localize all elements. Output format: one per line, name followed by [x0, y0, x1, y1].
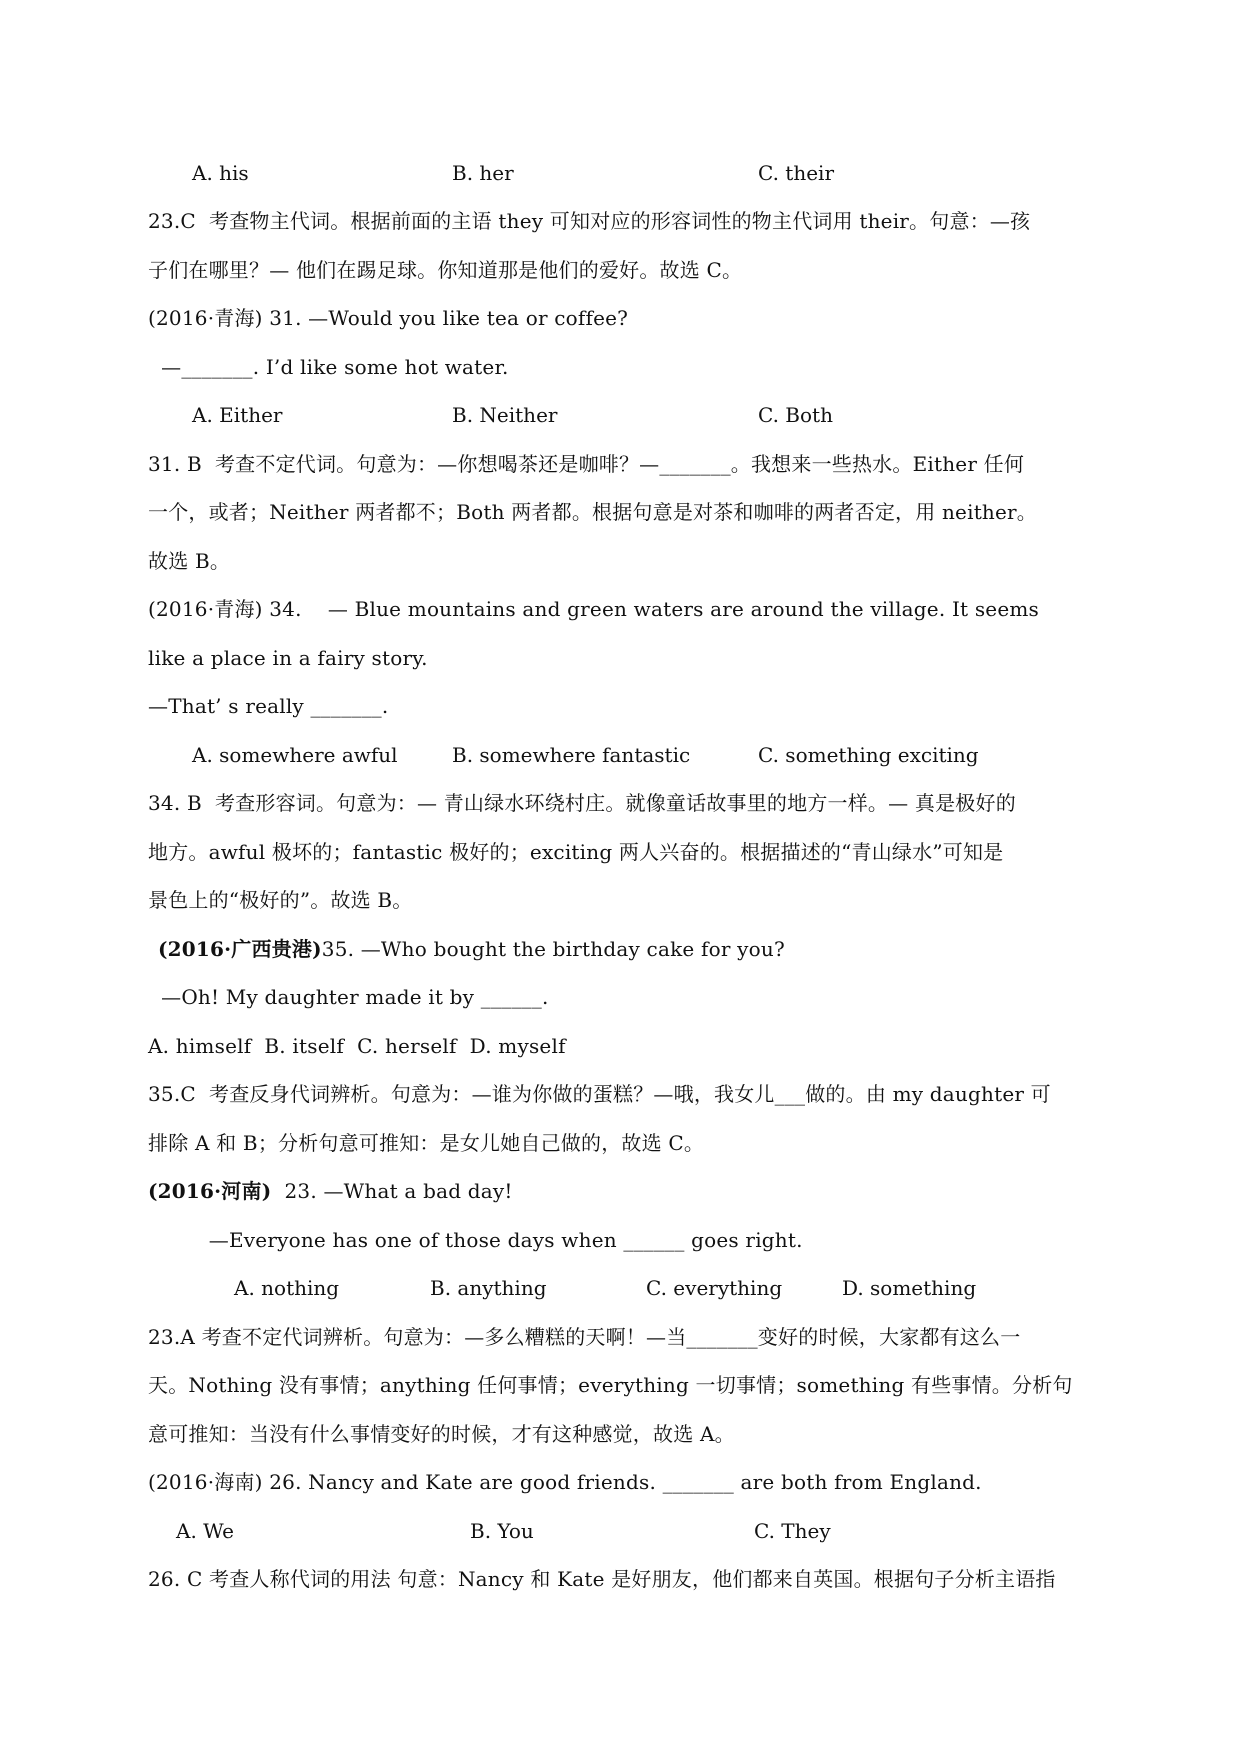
- option-b: B. her: [452, 161, 514, 185]
- option-c: C. something exciting: [758, 743, 979, 767]
- answer-explanation-line: 天。Nothing 没有事情；anything 任何事情；everything 一切事情；something 有些事情。分析句: [148, 1373, 1073, 1397]
- option-b: B. somewhere fantastic: [452, 743, 691, 767]
- question-line: (2016·海南) 26. Nancy and Kate are good friends. _______ are both from England.: [148, 1470, 982, 1494]
- question-line: [148, 1176, 513, 1206]
- answer-explanation-line: 23.A 考查不定代词辨析。句意为：—多么糟糕的天啊！—当_______变好的时候，大家都有这么一: [148, 1325, 1021, 1349]
- option-c: C. everything: [646, 1276, 783, 1300]
- answer-explanation-line: 35.C 考查反身代词辨析。句意为：—谁为你做的蛋糕？—哦，我女儿___做的。由 my daughter 可: [148, 1082, 1051, 1106]
- answer-explanation-line: 地方。awful 极坏的；fantastic 极好的；exciting 两人兴奋的。根据描述的“青山绿水”可知是: [148, 840, 1004, 864]
- option-a: A. his: [192, 161, 249, 185]
- answer-explanation-line: 景色上的“极好的”。故选 B。: [148, 888, 413, 912]
- answer-explanation-line: 31. B 考查不定代词。句意为：—你想喝茶还是咖啡？—_______。我想来一些热水。Either 任何: [148, 452, 1025, 476]
- question-text: 23. —What a bad day!: [271, 1179, 513, 1203]
- option-a: A. We: [176, 1519, 234, 1543]
- question-line: —That’ s really _______.: [148, 694, 389, 718]
- option-b: B. Neither: [452, 403, 558, 427]
- question-source: (2016·广西贵港): [158, 937, 322, 961]
- option-b: B. You: [470, 1519, 534, 1543]
- question-line: —_______. I’d like some hot water.: [148, 355, 509, 379]
- question-text: 35. —Who bought the birthday cake for you?: [321, 937, 785, 961]
- answer-explanation-line: 一个，或者；Neither 两者都不；Both 两者都。根据句意是对茶和咖啡的两者否定，用 neither。: [148, 500, 1038, 524]
- question-line: —Oh! My daughter made it by ______.: [148, 985, 549, 1009]
- answer-explanation-line: 意可推知：当没有什么事情变好的时候，才有这种感觉，故选 A。: [148, 1422, 735, 1446]
- question-source: (2016·河南): [148, 1179, 272, 1203]
- answer-explanation-line: 排除 A 和 B；分析句意可推知：是女儿她自己做的，故选 C。: [148, 1131, 705, 1155]
- option-a: A. somewhere awful: [192, 743, 398, 767]
- answer-explanation-line: 故选 B。: [148, 549, 231, 573]
- option-a: A. Either: [192, 403, 283, 427]
- answer-explanation-line: 子们在哪里？— 他们在踢足球。你知道那是他们的爱好。故选 C。: [148, 258, 743, 282]
- answer-explanation-line: 23.C 考查物主代词。根据前面的主语 they 可知对应的形容词性的物主代词用 their。句意：—孩: [148, 209, 1031, 233]
- question-line: [158, 934, 785, 964]
- answer-explanation-line: 26. C 考查人称代词的用法 句意：Nancy 和 Kate 是好朋友，他们都来自英国。根据句子分析主语指: [148, 1567, 1056, 1591]
- question-line: (2016·青海) 31. —Would you like tea or coffee?: [148, 306, 629, 330]
- options-line: A. himself B. itself C. herself D. myself: [148, 1034, 566, 1058]
- option-b: B. anything: [430, 1276, 547, 1300]
- option-c: C. Both: [758, 403, 833, 427]
- question-line: —Everyone has one of those days when ______ goes right.: [176, 1228, 803, 1252]
- question-line: (2016·青海) 34. — Blue mountains and green waters are around the village. It seems: [148, 597, 1040, 621]
- option-d: D. something: [842, 1276, 977, 1300]
- answer-explanation-line: 34. B 考查形容词。句意为：— 青山绿水环绕村庄。就像童话故事里的地方一样。— 真是极好的: [148, 791, 1016, 815]
- option-c: C. They: [754, 1519, 831, 1543]
- option-a: A. nothing: [234, 1276, 340, 1300]
- question-line: like a place in a fairy story.: [148, 646, 428, 670]
- option-c: C. their: [758, 161, 835, 185]
